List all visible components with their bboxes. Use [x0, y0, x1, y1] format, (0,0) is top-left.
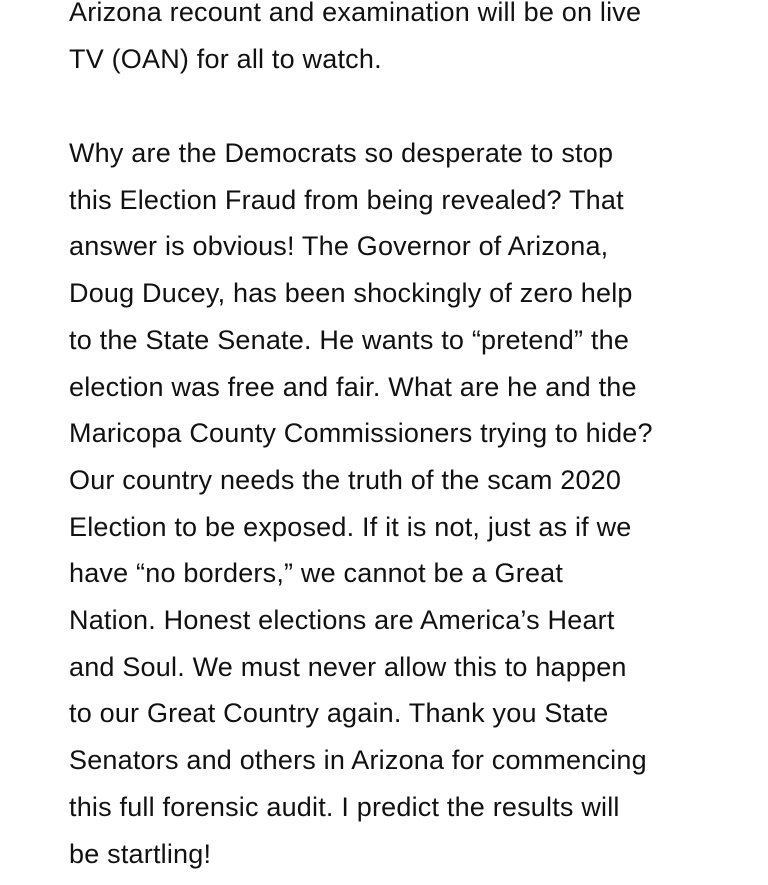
text-line: to the State Senate. He wants to “pretend” the	[69, 324, 630, 355]
text-line: and Soul. We must never allow this to happen	[69, 651, 627, 682]
text-line: TV (OAN) for all to watch.	[69, 43, 382, 74]
text-line: be startling!	[69, 838, 212, 869]
paragraph-body	[69, 130, 748, 877]
text-line: Doug Ducey, has been shockingly of zero help	[69, 278, 633, 309]
text-line: to our Great Country again. Thank you State	[69, 698, 609, 729]
text-line: Election to be exposed. If it is not, just as if we	[69, 511, 632, 542]
text-line: Our country needs the truth of the scam 2020	[69, 464, 622, 495]
text-line: answer is obvious! The Governor of Arizona,	[69, 231, 609, 262]
paragraph-intro	[69, 0, 748, 82]
text-line: this Election Fraud from being revealed? That	[69, 184, 624, 215]
text-line: Nation. Honest elections are America’s Heart	[69, 605, 615, 636]
text-line: Arizona recount and examination will be on live	[69, 0, 642, 27]
text-line: election was free and fair. What are he and the	[69, 371, 637, 402]
text-line: Why are the Democrats so desperate to stop	[69, 138, 614, 168]
text-line: this full forensic audit. I predict the results will	[69, 791, 620, 822]
text-line: Maricopa County Commissioners trying to hide?	[69, 418, 653, 449]
text-line: Senators and others in Arizona for commencing	[69, 745, 647, 776]
text-line: have “no borders,” we cannot be a Great	[69, 558, 564, 589]
